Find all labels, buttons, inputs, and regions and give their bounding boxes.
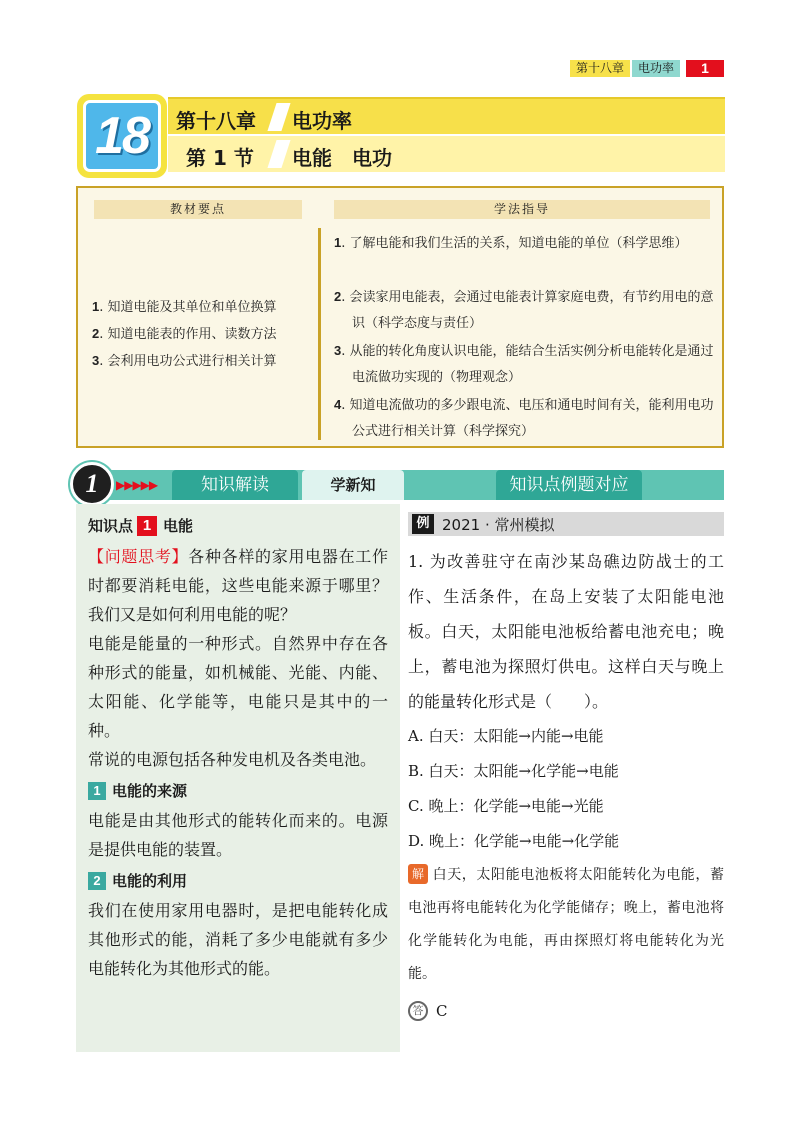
bar-divider — [267, 103, 290, 131]
answer — [408, 1001, 724, 1021]
textbook-points-header: 教材要点 — [94, 200, 302, 219]
section-title: 电能 电功 — [292, 146, 392, 170]
paragraph: 电能是由其他形式的能转化而来的。电源是提供电能的装置。 — [88, 811, 388, 859]
chapter-title-bar — [168, 97, 725, 134]
question-thinking-tag: 【问题思考】 — [88, 547, 189, 566]
objectives-box — [76, 186, 724, 448]
subheading-source: 1 电能的来源 — [88, 776, 388, 806]
example-source: 2021 · 常州模拟 — [442, 515, 555, 534]
study-guide-item: 4. 知道电流做功的多少跟电流、电压和通电时间有关，能利用电功公式进行相关计算（科学探究） — [334, 397, 714, 439]
chapter-badge — [77, 94, 167, 178]
chapter-title: 电功率 — [292, 109, 352, 133]
study-guide-item: 1. 了解电能和我们生活的关系，知道电能的单位（科学思维） — [334, 235, 688, 251]
chapter-label: 第十八章 — [176, 109, 256, 133]
knowledge-point-title: 知识点 1 电能 — [88, 517, 194, 535]
example-header — [408, 512, 724, 536]
textbook-point: 3. 会利用电功公式进行相关计算 — [92, 353, 277, 369]
subheading-usage: 2 电能的利用 — [88, 866, 388, 896]
column-divider — [318, 228, 321, 440]
answer-value: C — [436, 1002, 448, 1020]
textbook-point: 1. 知道电能及其单位和单位换算 — [92, 299, 277, 315]
example-column — [408, 512, 724, 1021]
section-title-bar — [168, 136, 725, 172]
study-guide-header: 学法指导 — [334, 200, 710, 219]
knowledge-point-number: 1 — [137, 516, 157, 536]
study-guide-item: 2. 会读家用电能表，会通过电能表计算家庭电费，有节约用电的意识（科学态度与责任） — [334, 289, 714, 331]
bar-divider — [267, 140, 290, 168]
example-question: 1. 为改善驻守在南沙某岛礁边防战士的工作、生活条件，在岛上安装了太阳能电池板。白天，太阳能电池板给蓄电池充电；晚上，蓄电池为探照灯供电。这样白天与晚上的能量转化形式是（ ）。 — [408, 552, 724, 711]
paragraph: 常说的电源包括各种发电机及各类电池。 — [88, 750, 377, 769]
example-tag: 例 — [412, 514, 434, 534]
arrow-decoration-icon: ▶▶▶▶▶ — [116, 478, 158, 492]
running-header — [570, 60, 724, 77]
paragraph: 电能是能量的一种形式。自然界中存在各种形式的能量，如机械能、光能、内能、太阳能、化学能等，电能只是其中的一种。 — [88, 634, 388, 740]
running-header-chapter: 第十八章 — [570, 60, 630, 77]
option-c: C. 晚上：化学能→电能→光能 — [408, 797, 604, 815]
running-header-title: 电功率 — [632, 60, 680, 77]
question-thinking: 【问题思考】各种各样的家用电器在工作时都要消耗电能，这些电能来源于哪里？我们又是如何利用电能的呢？ — [88, 547, 388, 624]
tab-learn-new: 学新知 — [302, 470, 404, 500]
option-a: A. 白天：太阳能→内能→电能 — [408, 727, 604, 745]
solution-tag: 解 — [408, 864, 428, 884]
option-b: B. 白天：太阳能→化学能→电能 — [408, 762, 619, 780]
tab-knowledge-examples: 知识点例题对应 — [496, 470, 642, 500]
tab-knowledge-reading: 知识解读 — [172, 470, 298, 500]
page-number: 1 — [686, 60, 724, 77]
answer-tag: 答 — [408, 1001, 428, 1021]
option-d: D. 晚上：化学能→电能→化学能 — [408, 832, 620, 850]
knowledge-column — [76, 504, 400, 1052]
section-label: 第 1 节 — [186, 146, 254, 170]
section-number-badge: 1 — [70, 462, 114, 506]
solution: 解 白天，太阳能电池板将太阳能转化为电能，蓄电池再将电能转化为化学能储存；晚上，蓄电池将化学能转化为电能，再由探照灯将电能转化为光能。 — [408, 859, 724, 991]
textbook-point: 2. 知道电能表的作用、读数方法 — [92, 326, 277, 342]
paragraph: 我们在使用家用电器时，是把电能转化成其他形式的能，消耗了多少电能就有多少电能转化为其他形式的能。 — [88, 901, 388, 978]
chapter-number: 18 — [95, 107, 149, 165]
study-guide-item: 3. 从能的转化角度认识电能，能结合生活实例分析电能转化是通过电流做功实现的（物理观念） — [334, 343, 714, 385]
